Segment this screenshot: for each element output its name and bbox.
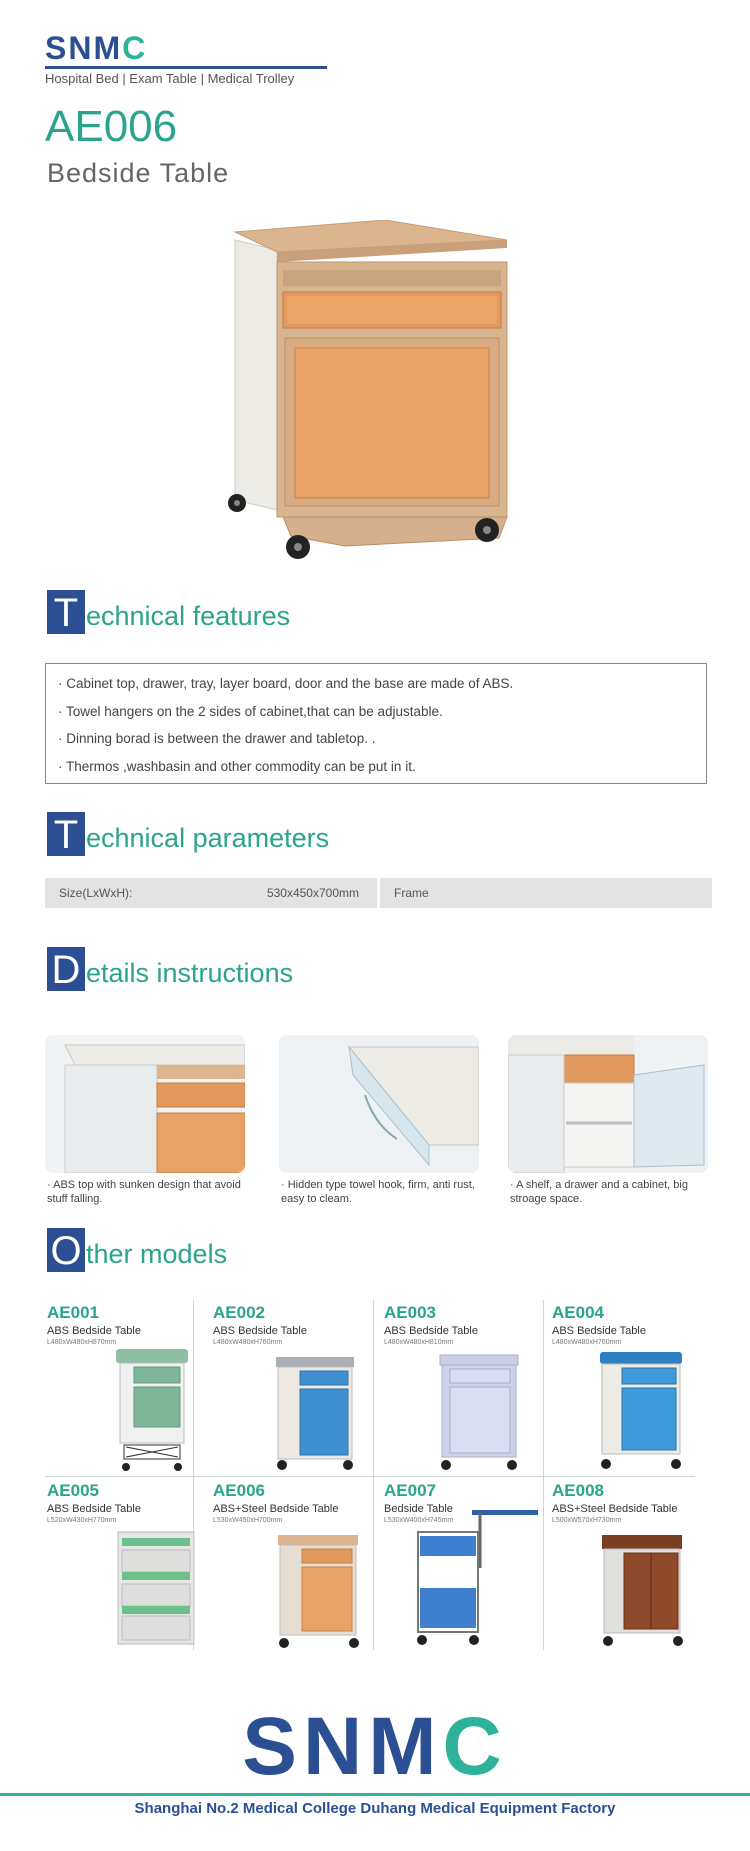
model-card[interactable] [47, 1481, 141, 1524]
model-dim: L480xW480xH760mm [213, 1339, 283, 1346]
model-dim: L520xW430xH770mm [47, 1517, 117, 1524]
model-dim: L530xW450xH700mm [213, 1517, 283, 1524]
feature-item: · Cabinet top, drawer, tray, layer board, door and the base are made of ABS. [58, 670, 694, 698]
model-card[interactable] [384, 1303, 478, 1346]
detail-image-top [45, 1035, 245, 1173]
brand-tagline: Hospital Bed | Exam Table | Medical Trolley [45, 71, 295, 86]
grid-divider [45, 1476, 695, 1477]
feature-item: · Dinning borad is between the drawer and tabletop. . [58, 725, 694, 753]
model-desc: Bedside Table [384, 1503, 453, 1515]
model-code: AE006 [213, 1481, 265, 1500]
model-desc: ABS Bedside Table [213, 1325, 307, 1337]
model-dim: L500xW570xH730mm [552, 1517, 622, 1524]
model-code: AE003 [384, 1303, 436, 1322]
model-code: AE007 [384, 1481, 436, 1500]
frame-cell: Frame [380, 878, 712, 908]
size-value: 530x450x700mm [266, 886, 359, 900]
parameters-heading: T echnical parameters [47, 812, 329, 856]
model-image-ae001 [112, 1345, 192, 1473]
product-name: Bedside Table [47, 158, 230, 188]
model-card[interactable] [552, 1481, 677, 1524]
model-desc: ABS Bedside Table [384, 1325, 478, 1337]
model-code: AE004 [552, 1303, 604, 1322]
model-code: AE008 [552, 1481, 604, 1500]
feature-item: · Towel hangers on the 2 sides of cabinet,that can be adjustable. [58, 698, 694, 726]
model-code: AE005 [47, 1481, 99, 1500]
detail-image-hook [279, 1035, 479, 1173]
footer-logo: SNMC [242, 1701, 508, 1792]
grid-divider [373, 1300, 374, 1650]
model-card[interactable] [47, 1303, 141, 1346]
logo-underline [45, 66, 327, 69]
model-card[interactable] [552, 1303, 646, 1346]
product-image [225, 220, 515, 565]
model-code: AE002 [213, 1303, 265, 1322]
model-code: AE001 [47, 1303, 99, 1322]
model-card[interactable] [213, 1481, 338, 1524]
size-label: Size(LxWxH): [59, 886, 133, 900]
model-dim: L480xW480xH870mm [47, 1339, 117, 1346]
model-card[interactable] [213, 1303, 307, 1346]
footer-divider [0, 1793, 750, 1796]
detail-caption: · ABS top with sunken design that avoid stuff falling. [47, 1179, 241, 1205]
product-code: AE006 [45, 102, 178, 151]
features-heading: T echnical features [47, 590, 290, 634]
model-image-ae005 [110, 1528, 200, 1648]
model-dim: L480xW480xH810mm [384, 1339, 454, 1346]
model-image-ae007 [412, 1498, 542, 1650]
model-image-ae002 [272, 1355, 358, 1473]
model-dim: L530xW400xH745mm [384, 1517, 454, 1524]
brand-logo: SNMC [45, 30, 148, 66]
size-cell [45, 878, 377, 908]
grid-divider [543, 1300, 544, 1650]
model-image-ae008 [596, 1533, 688, 1653]
model-desc: ABS Bedside Table [47, 1325, 141, 1337]
model-dim: L480xW480xH760mm [552, 1339, 622, 1346]
feature-item: · Thermos ,washbasin and other commodity can be put in it. [58, 753, 694, 781]
model-desc: ABS Bedside Table [47, 1503, 141, 1515]
details-heading: D etails instructions [47, 947, 293, 991]
features-list [45, 663, 707, 784]
model-image-ae006 [272, 1533, 364, 1651]
model-image-ae003 [436, 1353, 522, 1473]
company-name: Shanghai No.2 Medical College Duhang Medical Equipment Factory [134, 1800, 616, 1817]
model-desc: ABS Bedside Table [552, 1325, 646, 1337]
model-desc: ABS+Steel Bedside Table [552, 1503, 678, 1515]
detail-image-storage [508, 1035, 708, 1173]
detail-caption: · A shelf, a drawer and a cabinet, big stroage space. [510, 1179, 688, 1205]
parameter-row [45, 878, 712, 908]
detail-caption: · Hidden type towel hook, firm, anti rust, easy to cleam. [281, 1179, 475, 1205]
model-image-ae004 [594, 1350, 686, 1474]
other-models-heading: O ther models [47, 1228, 227, 1272]
model-desc: ABS+Steel Bedside Table [213, 1503, 339, 1515]
